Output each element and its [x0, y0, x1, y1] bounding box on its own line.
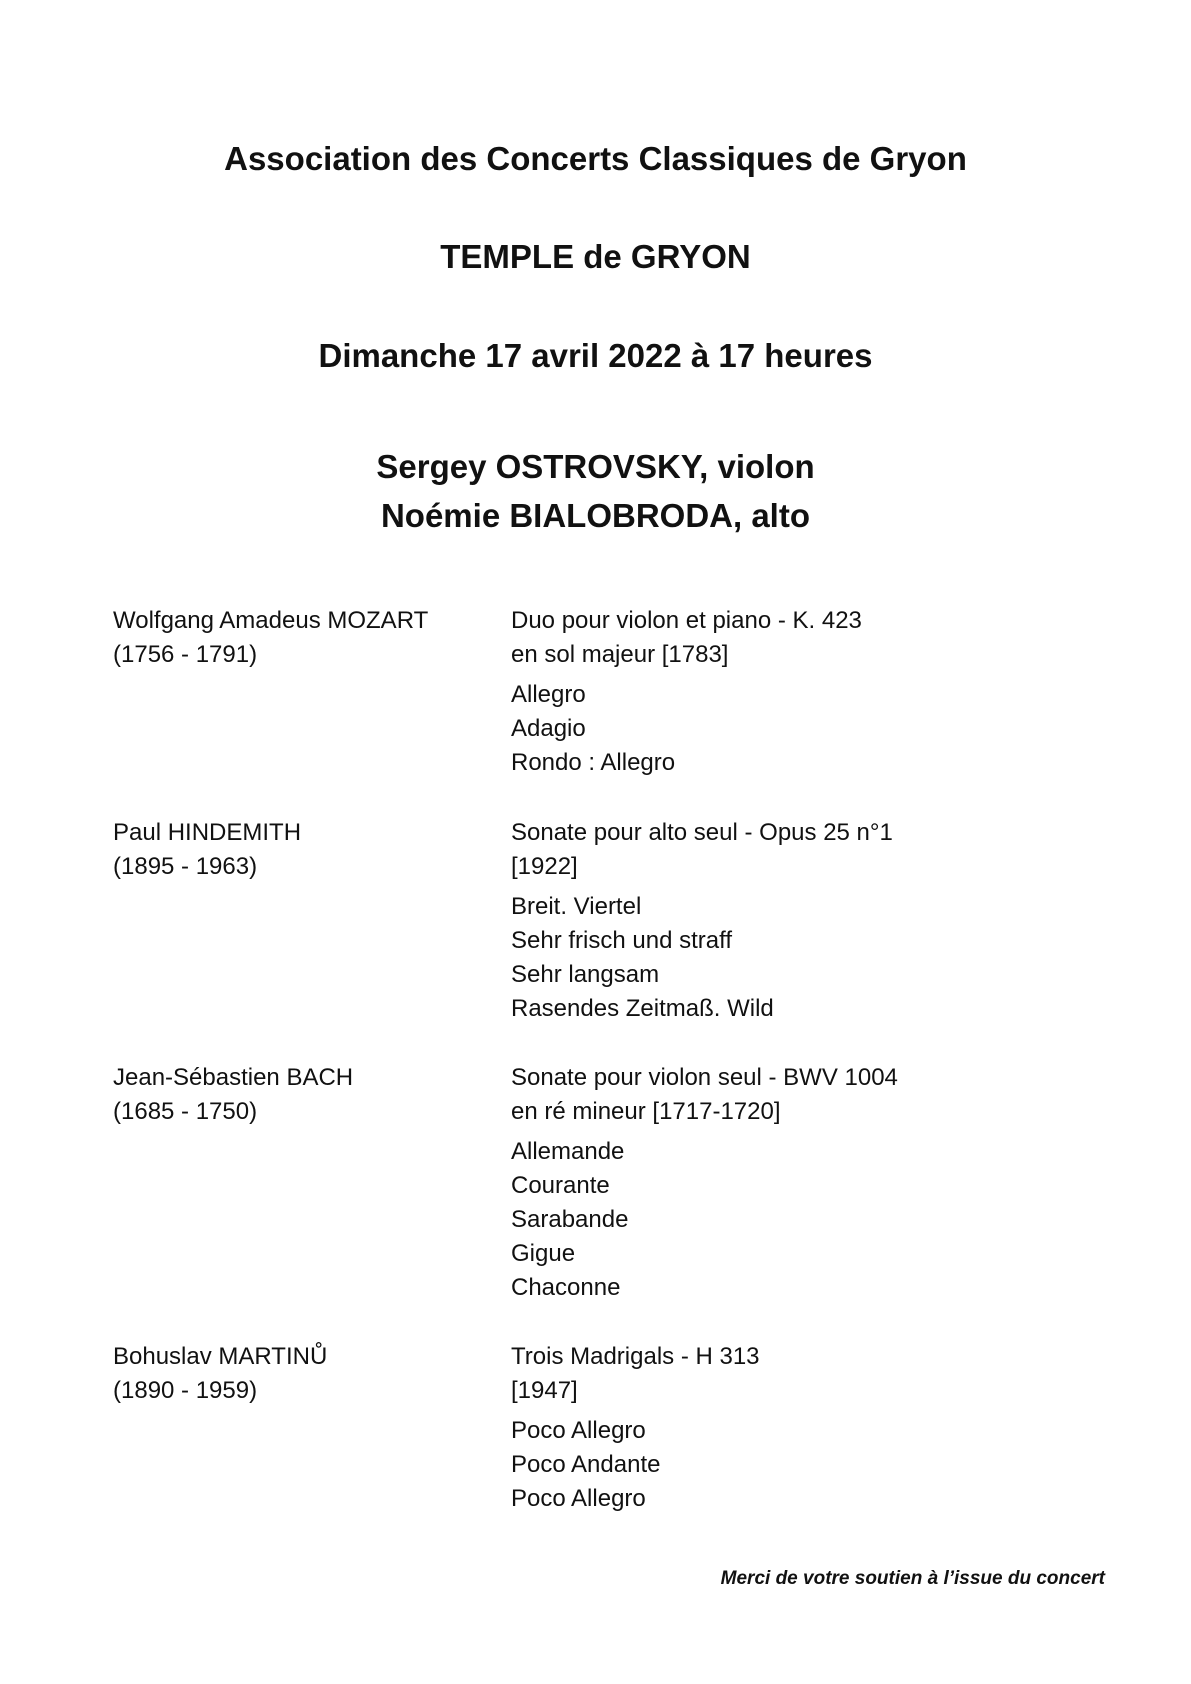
work-block	[511, 604, 1073, 780]
composer-dates: (1895 - 1963)	[113, 853, 258, 880]
movement: Poco Andante	[511, 1451, 661, 1478]
work-block	[511, 1340, 1073, 1516]
work-block	[511, 816, 1073, 1026]
composer-block	[113, 1340, 511, 1408]
program-item-martinu	[113, 1340, 1073, 1516]
movement: Courante	[511, 1172, 610, 1199]
performer-viola: Noémie BIALOBRODA, alto	[380, 497, 811, 534]
program-list	[113, 604, 1073, 1516]
movement: Rondo : Allegro	[511, 749, 676, 776]
composer-dates: (1756 - 1791)	[113, 641, 258, 668]
movement: Poco Allegro	[511, 1417, 646, 1444]
work-title-line: [1922]	[511, 853, 578, 880]
composer-name: Bohuslav MARTINŮ	[113, 1343, 328, 1370]
movement: Allegro	[511, 681, 586, 708]
movement: Allemande	[511, 1138, 625, 1165]
movement: Sehr frisch und straff	[511, 927, 732, 954]
composer-block	[113, 816, 511, 884]
composer-name: Jean-Sébastien BACH	[113, 1064, 354, 1091]
work-title-line: Duo pour violon et piano - K. 423	[511, 607, 862, 634]
association-title: Association des Concerts Classiques de Gryon	[224, 140, 967, 177]
composer-block	[113, 1061, 511, 1129]
concert-date: Dimanche 17 avril 2022 à 17 heures	[318, 337, 873, 374]
venue-title: TEMPLE de GRYON	[440, 238, 751, 275]
support-note: Merci de votre soutien à l’issue du concert	[720, 1568, 1105, 1589]
movement: Gigue	[511, 1240, 576, 1267]
movement: Chaconne	[511, 1274, 621, 1301]
composer-name: Wolfgang Amadeus MOZART	[113, 607, 429, 634]
performer-violin: Sergey OSTROVSKY, violon	[376, 448, 815, 485]
work-title-line: Sonate pour violon seul - BWV 1004	[511, 1064, 898, 1091]
work-title	[511, 1061, 1073, 1129]
movement: Sarabande	[511, 1206, 629, 1233]
work-title-line: en sol majeur [1783]	[511, 641, 729, 668]
work-title	[511, 1340, 1073, 1408]
movement: Adagio	[511, 715, 586, 742]
work-block	[511, 1061, 1073, 1305]
work-title-line: Trois Madrigals - H 313	[511, 1343, 760, 1370]
work-title-line: en ré mineur [1717-1720]	[511, 1098, 781, 1125]
movement: Sehr langsam	[511, 961, 660, 988]
composer-dates: (1890 - 1959)	[113, 1377, 258, 1404]
work-title	[511, 816, 1073, 884]
composer-block	[113, 604, 511, 672]
composer-name: Paul HINDEMITH	[113, 819, 302, 846]
work-title-line: [1947]	[511, 1377, 578, 1404]
movement: Breit. Viertel	[511, 893, 642, 920]
program-item-mozart	[113, 604, 1073, 816]
work-title	[511, 604, 1073, 672]
movement: Rasendes Zeitmaß. Wild	[511, 995, 774, 1022]
movement: Poco Allegro	[511, 1485, 646, 1512]
composer-dates: (1685 - 1750)	[113, 1098, 258, 1125]
program-item-bach	[113, 1061, 1073, 1340]
program-item-hindemith	[113, 816, 1073, 1061]
work-title-line: Sonate pour alto seul - Opus 25 n°1	[511, 819, 893, 846]
